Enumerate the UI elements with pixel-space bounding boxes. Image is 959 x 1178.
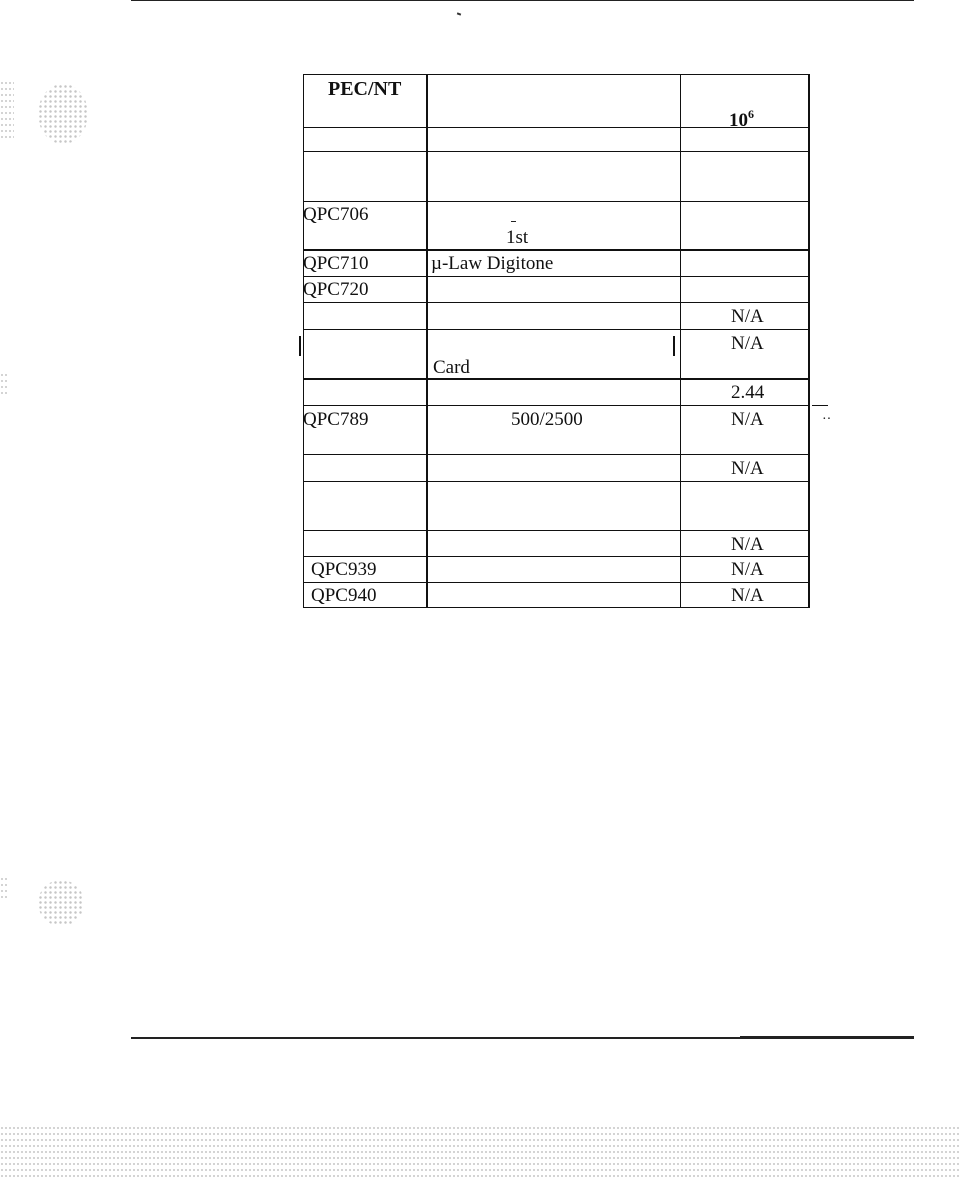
scan-speckle [38,84,88,144]
scan-dash [812,405,828,406]
scan-mark [457,12,461,15]
table-row-line [303,302,810,303]
table-row-line [303,201,810,202]
row-value: 2.44 [731,382,765,403]
scan-dash [511,221,516,222]
row-code-qpc706: QPC706 [303,204,369,225]
row-value: N/A [731,306,764,327]
table-row-line [303,329,810,330]
table-row-line [303,530,810,531]
margin-dots: ·· [822,412,832,427]
scan-speckle [0,80,14,140]
row-desc-qpc710: µ-Law Digitone [431,253,554,274]
table-row-line [303,249,810,251]
table-row-line [303,74,810,75]
table-row-line [303,454,810,455]
table-row-line [303,151,810,152]
table-border-right [808,74,810,608]
row-code-qpc789: QPC789 [303,409,369,430]
row-value: N/A [731,585,764,606]
table-divider-2 [680,74,681,608]
row-value: N/A [731,458,764,479]
row-code-qpc710: QPC710 [303,253,369,274]
row-code-qpc940: QPC940 [311,585,377,606]
row-desc-card: Card [433,357,470,378]
table-row-line [303,582,810,583]
table-row-line [303,405,810,406]
scan-speckle [0,876,8,898]
scan-bar [299,336,301,356]
table-row-line [303,607,810,608]
table-border-left [303,74,304,608]
top-rule [131,0,914,1]
row-value: N/A [731,559,764,580]
row-value: N/A [731,409,764,430]
row-desc-qpc789: 500/2500 [511,409,583,430]
header-exponent-label: $10^6$ [729,107,754,131]
row-code-qpc939: QPC939 [311,559,377,580]
row-value: N/A [731,333,764,354]
header-pec-nt: PEC/NT [328,78,402,100]
scan-speckle [0,1125,959,1178]
table-row-line [303,556,810,557]
row-code-qpc720: QPC720 [303,279,369,300]
table-row-line [303,378,810,380]
table-row-line [303,481,810,482]
scan-bar [673,336,675,356]
table-divider-1 [426,74,428,608]
scan-speckle [0,372,8,394]
scan-speckle [38,880,84,926]
row-desc-qpc706: 1st [506,227,529,248]
table-row-line [303,276,810,277]
bottom-rule-thick [740,1036,914,1039]
row-value: N/A [731,534,764,555]
